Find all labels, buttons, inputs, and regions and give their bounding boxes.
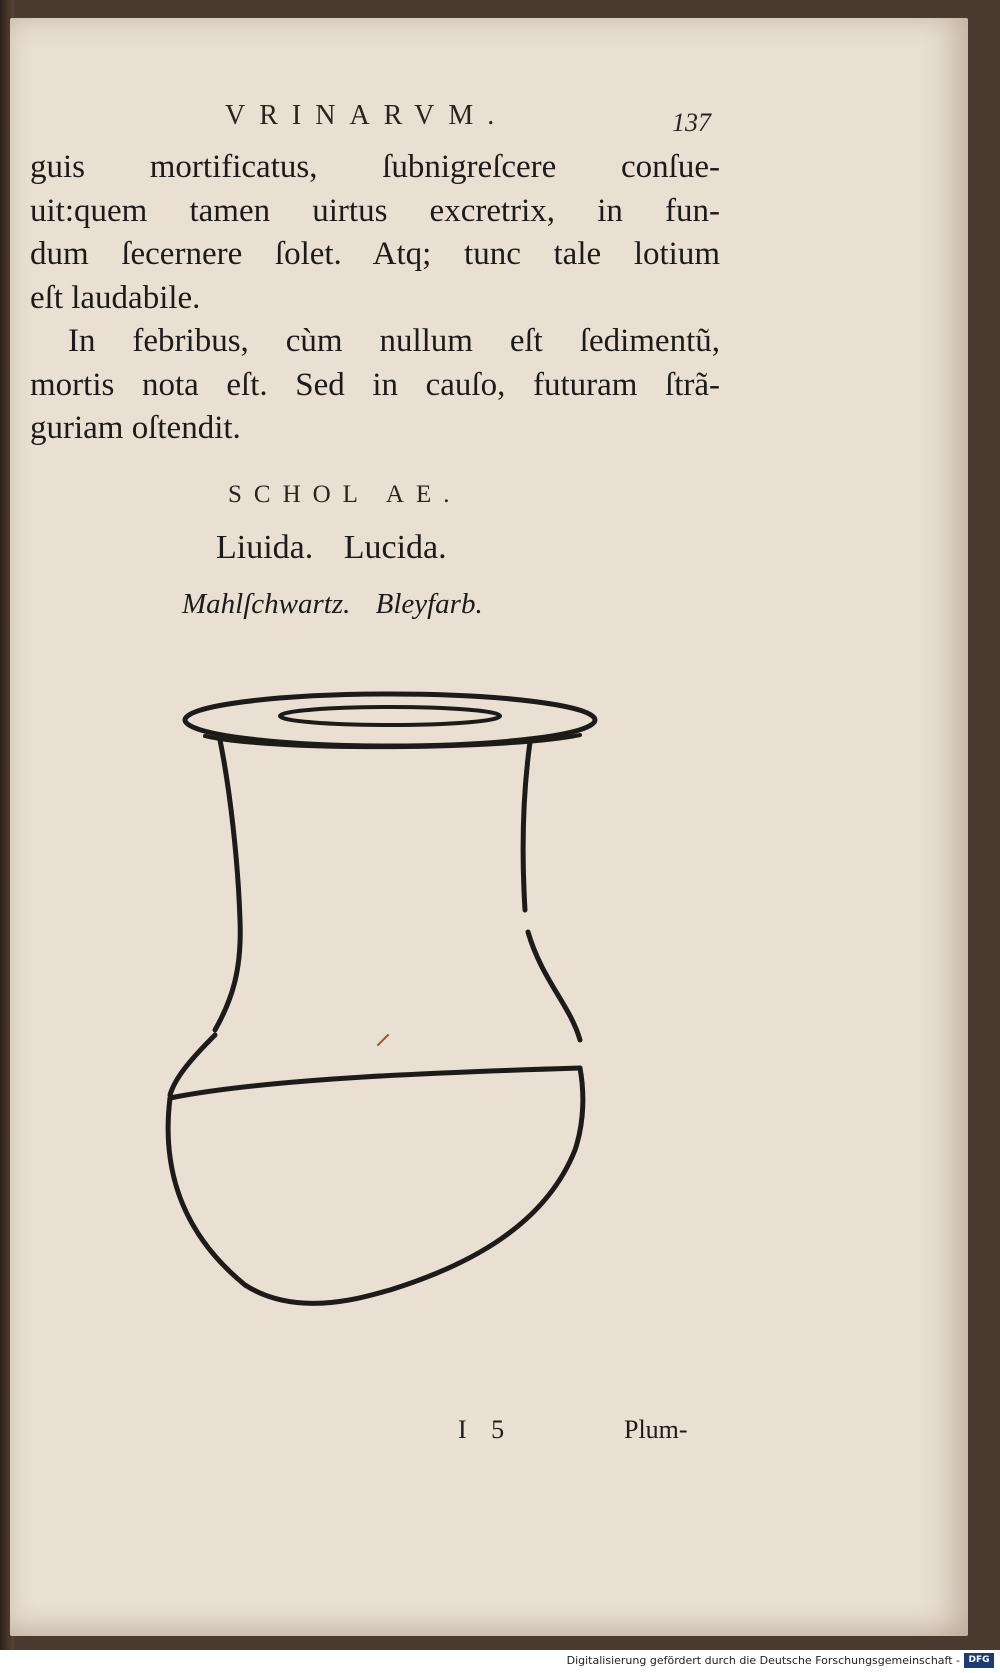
body-text: [30, 146, 720, 451]
text-line: mortis nota eſt. Sed in cauſo, futuram ſtrã-: [30, 366, 720, 403]
flask-neck-right: [523, 742, 530, 910]
text-line: dum ſecernere ſolet. Atq; tunc tale lotium: [30, 236, 720, 272]
text-line: guis mortificatus, ſubnigreſcere conſue-: [30, 149, 720, 185]
dfg-logo: DFG: [964, 1653, 994, 1668]
flask-neck-left: [215, 740, 240, 1030]
section-heading: SCHOL AE.: [228, 481, 462, 508]
digitization-credit-bar: [0, 1650, 1000, 1673]
flask-shoulder-right: [528, 932, 580, 1040]
german-color-terms: Mahlſchwartz. Bleyfarb.: [182, 588, 483, 620]
credit-text: Digitalisierung gefördert durch die Deutsche Forschungsgemeinschaft -: [566, 1654, 960, 1667]
text-line: guriam oſtendit.: [30, 410, 241, 446]
text-line: In febribus, cùm nullum eſt ſedimentũ,: [68, 323, 720, 359]
urine-flask-illustration: [150, 680, 620, 1400]
flask-liquid-level: [170, 1068, 580, 1098]
text-line: eſt laudabile.: [30, 279, 201, 316]
text-line: uit:quem tamen uirtus excretrix, in fun-: [30, 192, 720, 229]
running-head: VRINARVM.: [225, 100, 509, 131]
flask-rim-outer: [185, 694, 595, 746]
latin-color-terms: Liuida. Lucida.: [216, 529, 447, 566]
signature-mark: I 5: [458, 1415, 505, 1444]
page-number: 137: [672, 108, 711, 137]
flask-shoulder-left: [170, 1035, 215, 1095]
flask-bowl: [168, 1068, 583, 1303]
catchword: Plum-: [624, 1415, 688, 1444]
ink-mark: [378, 1035, 388, 1045]
flask-rim-inner: [280, 707, 500, 725]
